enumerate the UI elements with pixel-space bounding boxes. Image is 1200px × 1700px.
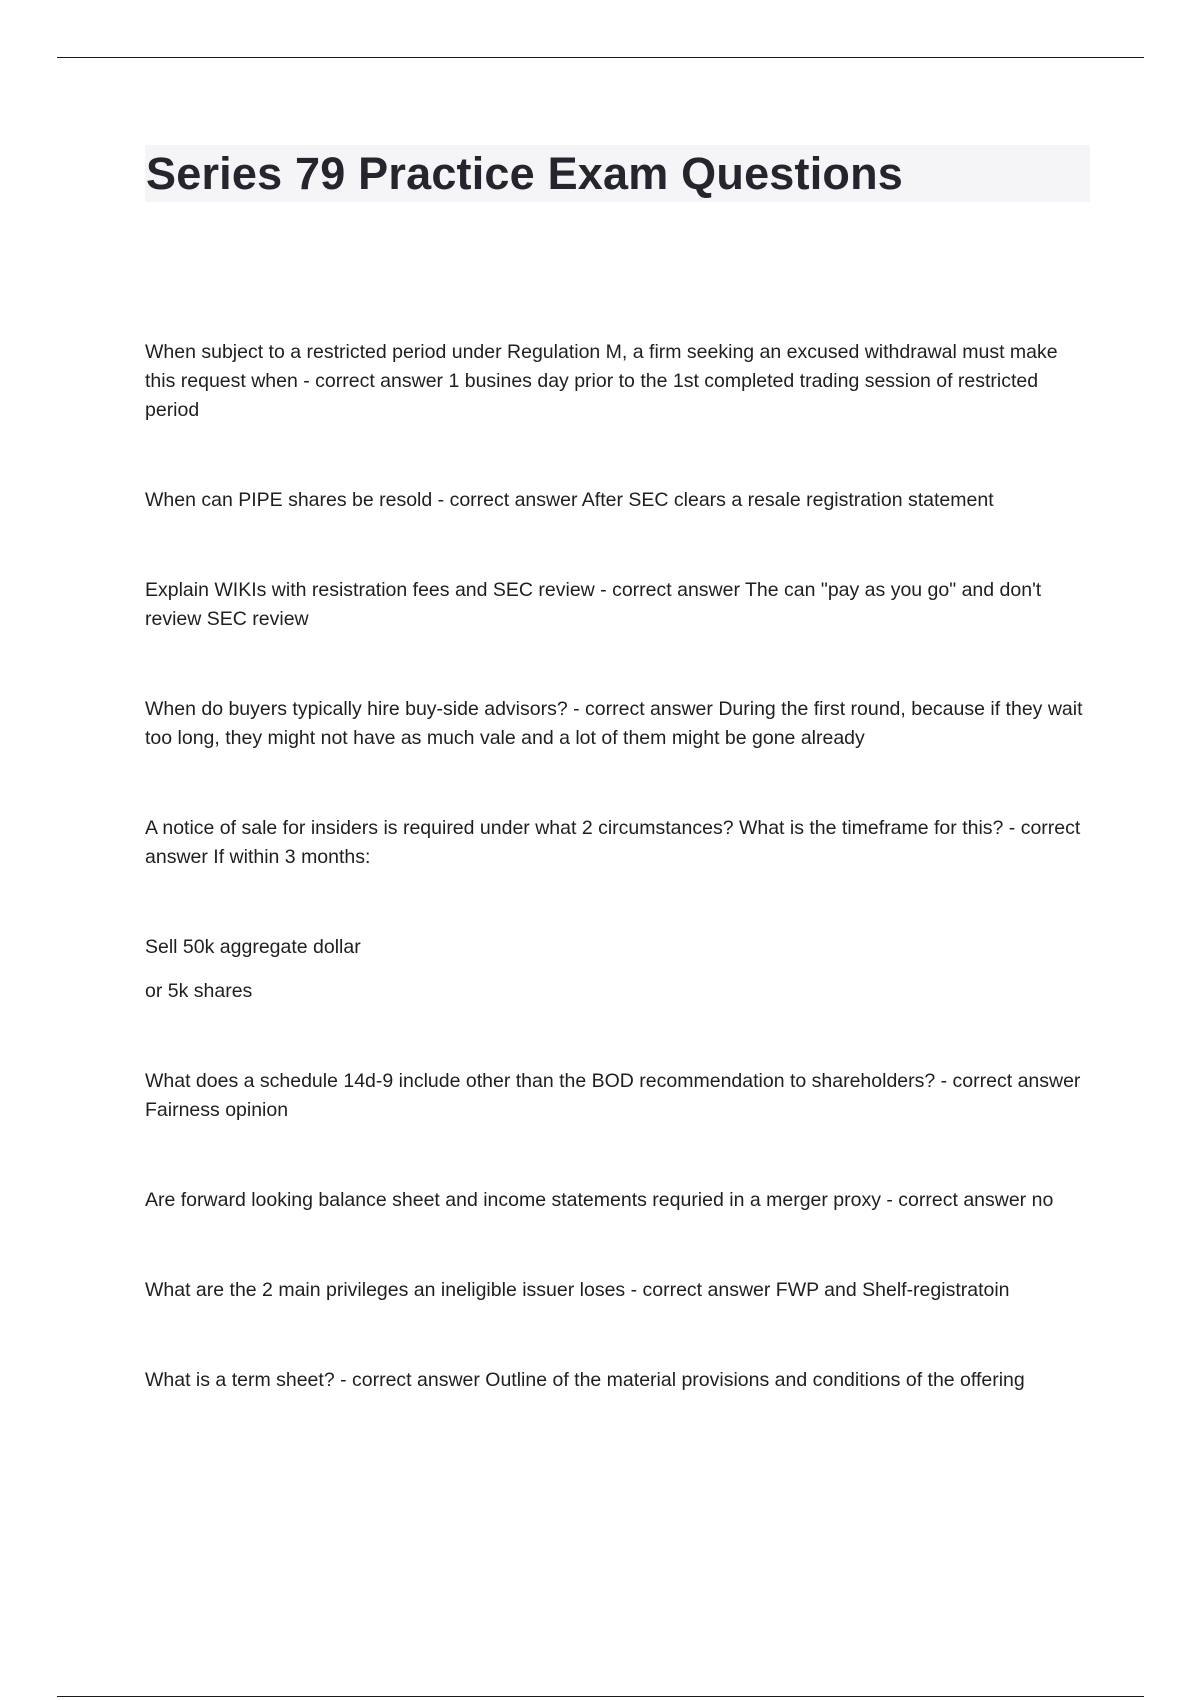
qa-item: What is a term sheet? - correct answer Outline of the material provisions and conditions of the offering bbox=[145, 1369, 1025, 1391]
qa-item: When can PIPE shares be resold - correct answer After SEC clears a resale registration statement bbox=[145, 489, 994, 511]
top-rule bbox=[57, 57, 1144, 58]
qa-item: Explain WIKIs with resistration fees and SEC review - correct answer The can "pay as you go" and don't review SEC review bbox=[145, 579, 1042, 630]
bottom-rule bbox=[57, 1696, 1144, 1697]
qa-item-continuation: or 5k shares bbox=[145, 980, 253, 1002]
qa-item: A notice of sale for insiders is required under what 2 circumstances? What is the timeframe for this? - correct answer If within 3 months: bbox=[145, 817, 1081, 868]
qa-list bbox=[145, 338, 1090, 1395]
qa-item: When do buyers typically hire buy-side advisors? - correct answer During the first round, because if they wait too long, they might not have as much vale and a lot of them might be gone already bbox=[145, 698, 1083, 749]
qa-item: What does a schedule 14d-9 include other than the BOD recommendation to shareholders? - correct answer Fairness opinion bbox=[145, 1070, 1081, 1121]
page-title: Series 79 Practice Exam Questions bbox=[146, 148, 904, 199]
qa-item: What are the 2 main privileges an ineligible issuer loses - correct answer FWP and Shelf-registratoin bbox=[145, 1279, 1010, 1301]
qa-item: When subject to a restricted period under Regulation M, a firm seeking an excused withdrawal must make this request when - correct answer 1 busines day prior to the 1st completed trading session of restricted period bbox=[145, 341, 1058, 421]
qa-item: Are forward looking balance sheet and income statements requried in a merger proxy - correct answer no bbox=[145, 1189, 1054, 1211]
qa-item-continuation: Sell 50k aggregate dollar bbox=[145, 936, 361, 958]
